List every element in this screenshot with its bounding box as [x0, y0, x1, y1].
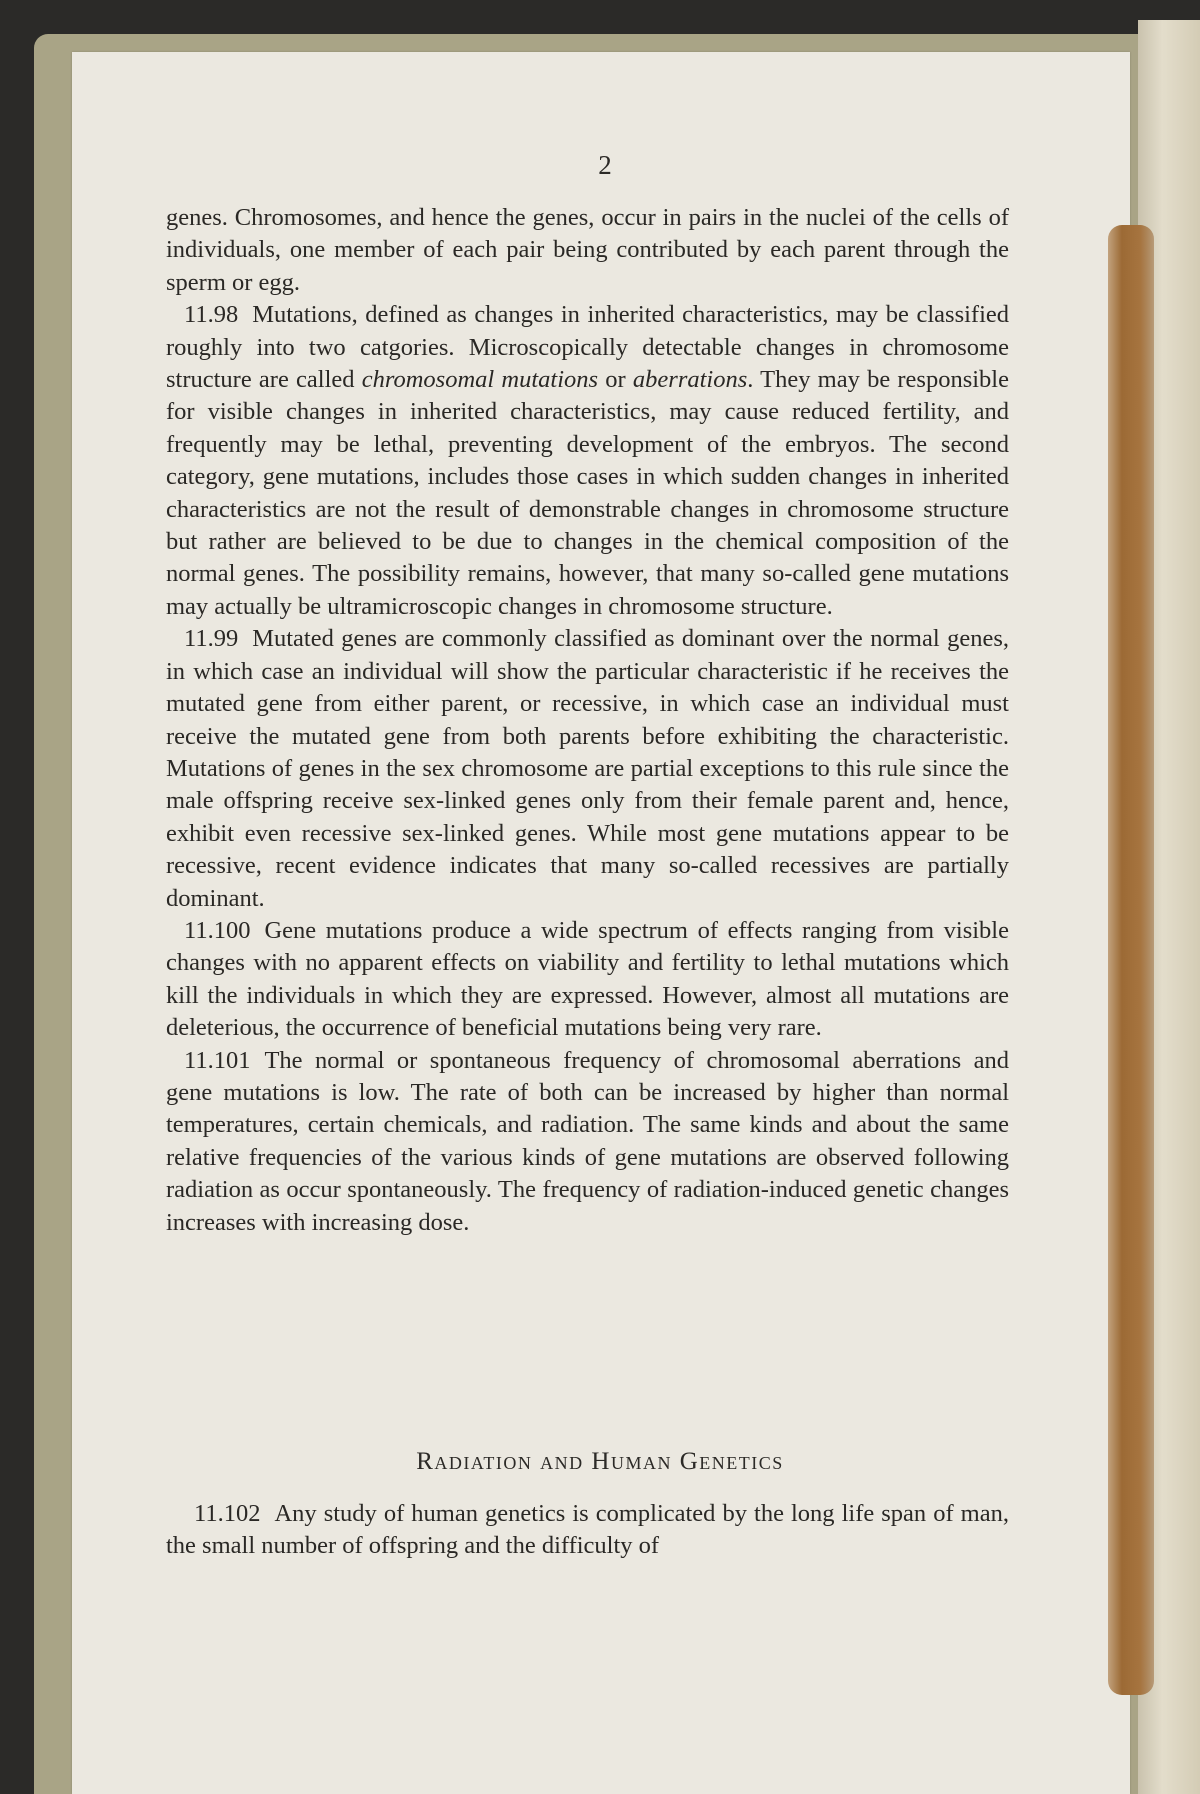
page-number: 2	[598, 150, 612, 180]
paragraph-text: or	[598, 366, 633, 394]
paragraph-text: Mutations, defined as changes in inherited characteristics, may be classified roughly into two catgories. Microscopically detectable changes in chromosome structure are called	[166, 301, 1009, 394]
paragraph-text: Mutated genes are commonly classified as dominant over the normal genes, in which case an individual will show the particular characteristic if he receives the mutated gene from either parent, or recessive, in which case an individual must receive the mutated gene from both parents before exhibiting the characteristic. Mutations of genes in the sex chromosome are partial exceptions to this rule since the male offspring receive sex-linked genes only from their female parent and, hence, exhibit even recessive sex-linked genes. While most gene mutations appear to be recessive, recent evidence indicates that many so-called recessives are partially dominant.	[166, 625, 1009, 912]
italic-term: chromosomal mutations	[361, 366, 599, 394]
paragraph-number: 11.100	[184, 916, 251, 944]
paragraph-text: The normal or spontaneous frequency of chromosomal aberrations and gene mutations is low. The rate of both can be increased by higher than normal temperatures, certain chemicals, and radiation. The same kinds and about the same relative frequencies of the various kinds of gene mutations are observed following radiation as occur spontaneously. The frequency of radiation-induced genetic changes increases with increasing dose.	[166, 1046, 1009, 1236]
continuation-paragraph: genes. Chromosomes, and hence the genes, occur in pairs in the nuclei of the cells of individuals, one member of each pair being contributed by each parent through the sperm or egg.	[166, 204, 1009, 296]
paragraph-11-99	[166, 623, 1009, 915]
section-heading: Radiation and Human Genetics	[416, 1448, 784, 1475]
paragraph-11-100	[166, 915, 1009, 1045]
paragraph-text: Gene mutations produce a wide spectrum of effects ranging from visible changes with no apparent effects on viability and fertility to lethal mutations which kill the individuals in which they are expressed. However, almost all mutations are deleterious, the occurrence of beneficial mutations being very rare.	[166, 916, 1009, 1042]
italic-term: aberrations	[632, 366, 748, 394]
paragraph-11-102	[166, 1498, 1009, 1563]
paragraph-number: 11.102	[194, 1500, 261, 1527]
paragraph-11-101	[166, 1045, 1009, 1239]
paragraph-11-98	[166, 299, 1009, 623]
paragraph-text: . They may be responsible for visible changes in inherited characteristics, may cause reduced fertility, and frequently may be lethal, preventing development of the embryos. The second category, gene mutations, includes those cases in which sudden changes in inherited characteristics are not the result of demonstrable changes in chromosome structure but rather are believed to be due to changes in the chemical composition of the normal genes. The possibility remains, however, that many so-called gene mutations may actually be ultramicroscopic changes in chromosome structure.	[166, 366, 1009, 620]
paragraph-text: Any study of human genetics is complicated by the long life span of man, the small number of offspring and the difficulty of	[166, 1500, 1009, 1560]
paragraph-number: 11.98	[184, 301, 239, 329]
body-text	[166, 202, 1009, 1239]
paragraph-number: 11.99	[184, 625, 239, 653]
paragraph-number: 11.101	[184, 1046, 251, 1074]
body-text-2	[166, 1498, 1009, 1563]
